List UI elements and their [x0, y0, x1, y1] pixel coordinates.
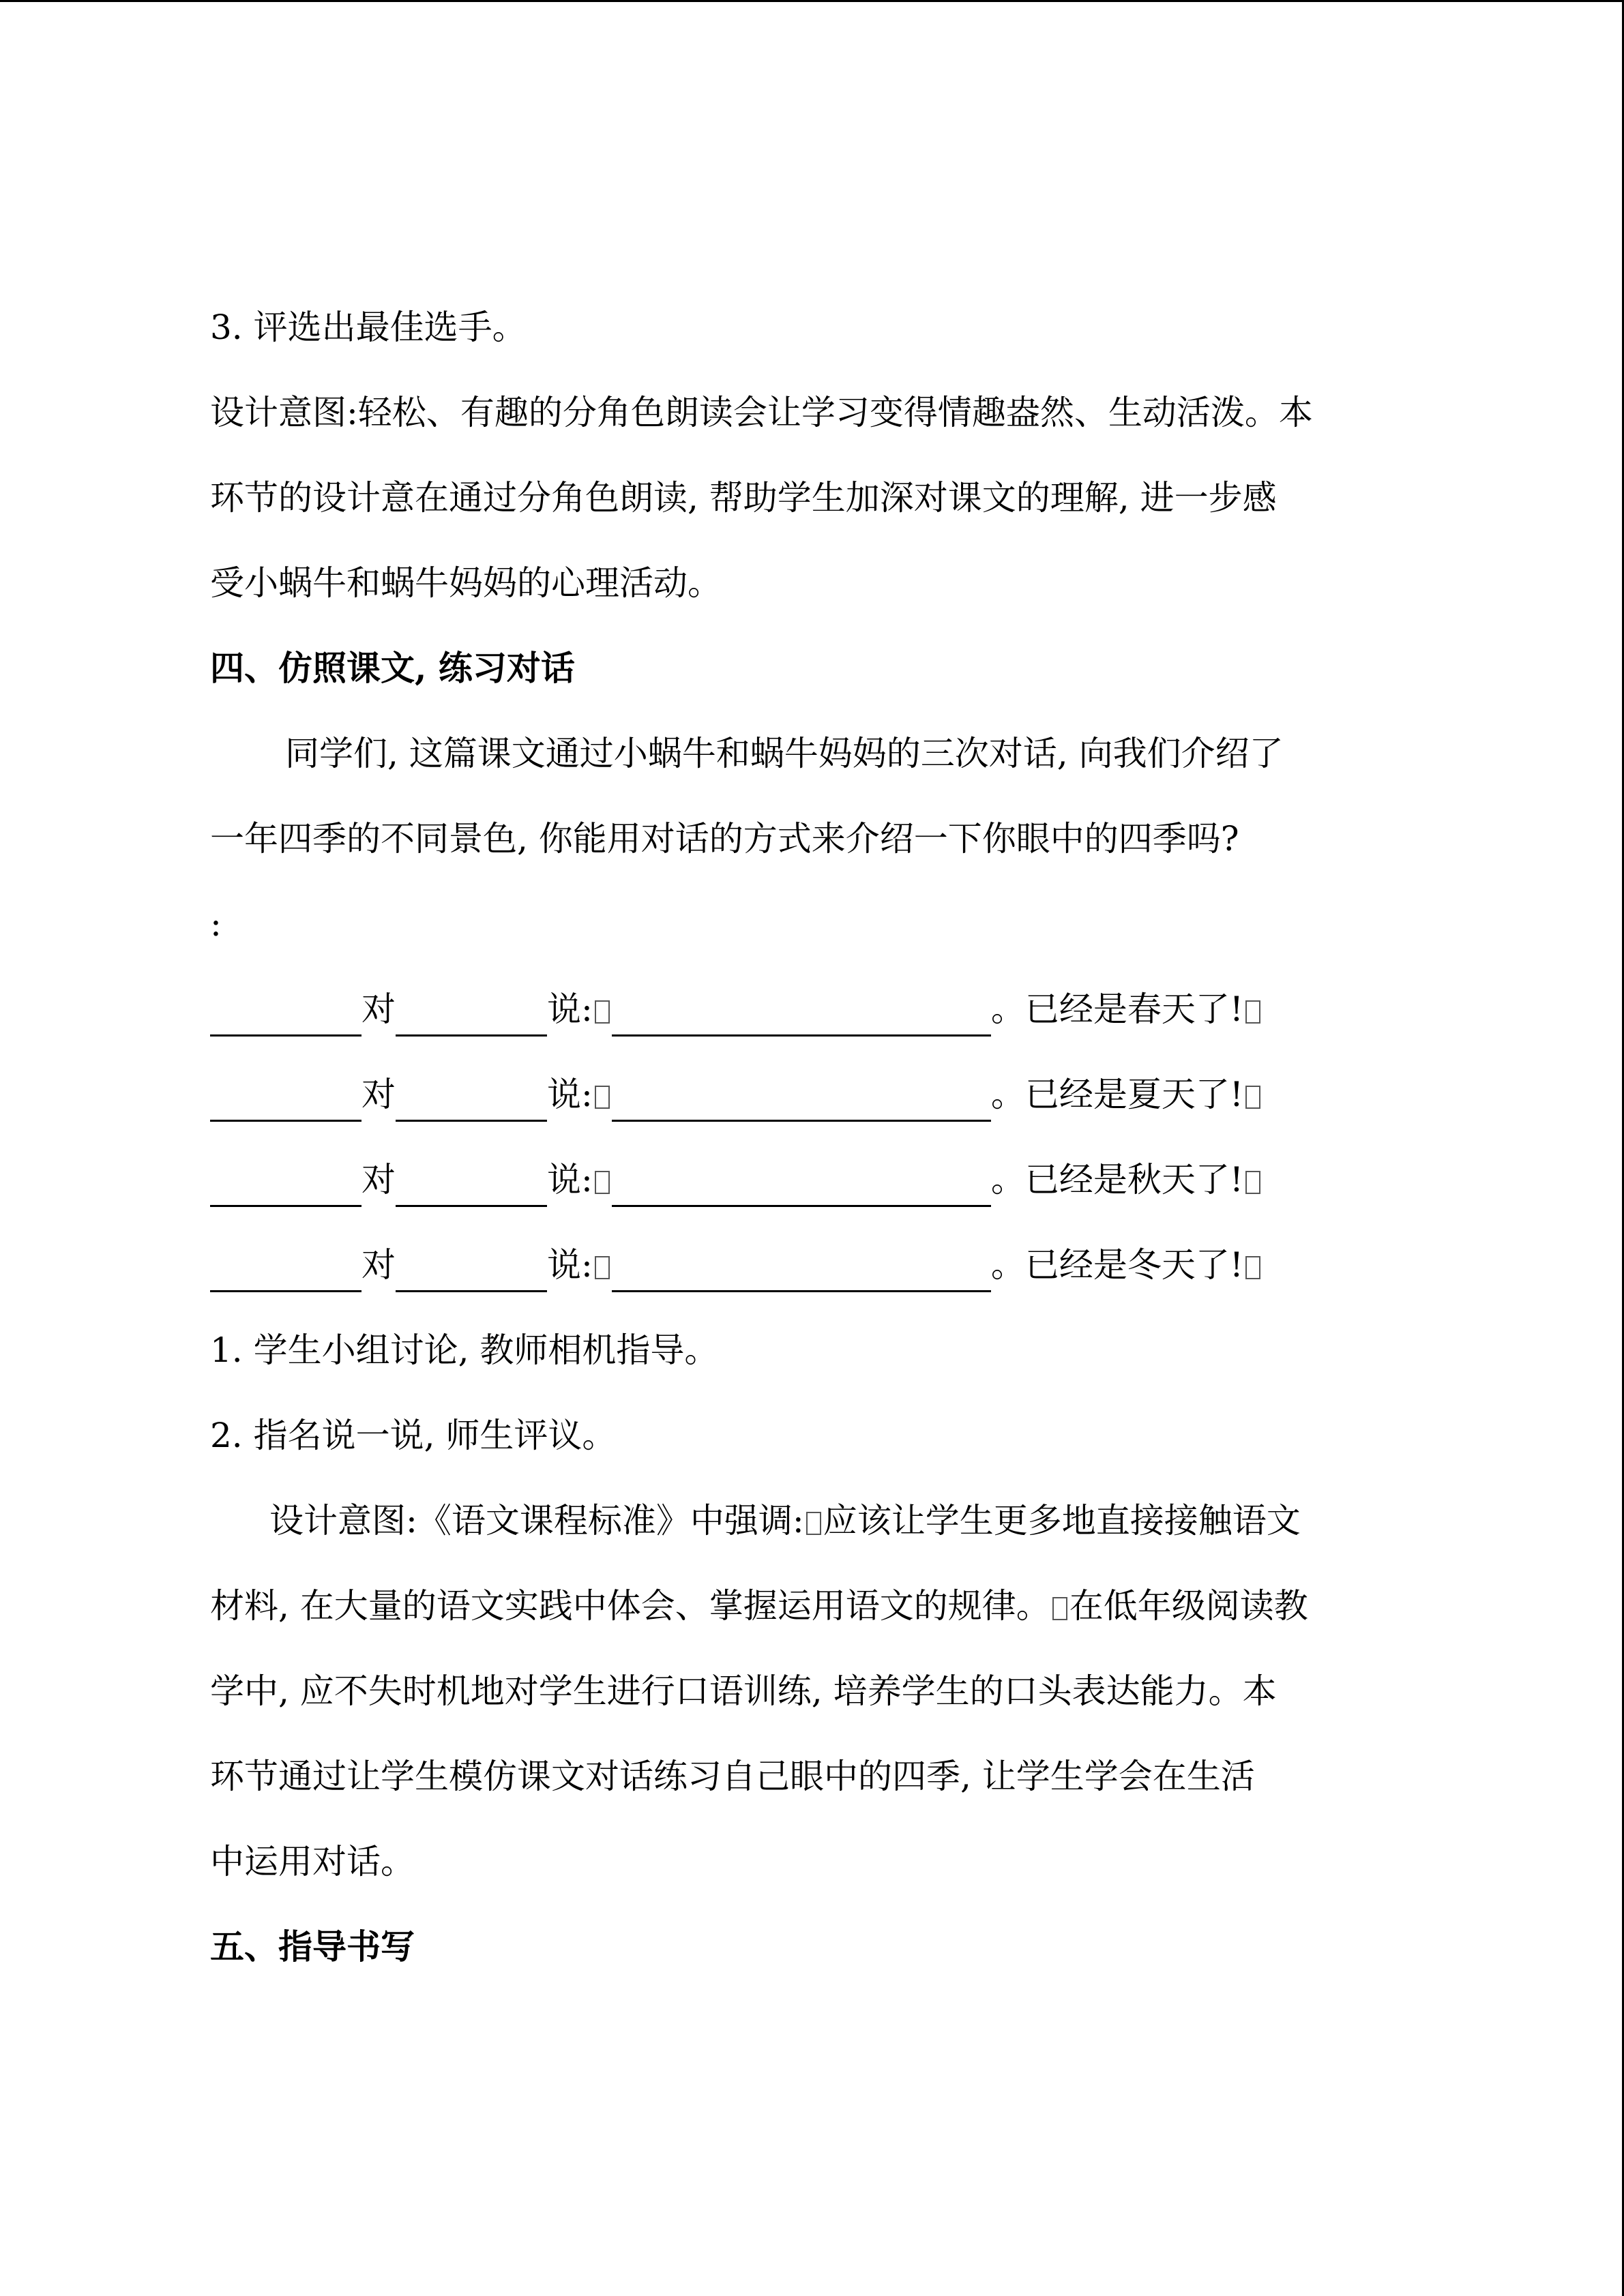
- missing-glyph-icon: [595, 1000, 610, 1024]
- blank-speaker[interactable]: [210, 1080, 361, 1122]
- season-ending: 。已经是夏天了!: [990, 1075, 1243, 1114]
- step-3-text: 3. 评选出最佳选手。: [210, 308, 527, 347]
- season-ending: 。已经是秋天了!: [990, 1160, 1243, 1199]
- design-intent-2-line-3: 学中, 应不失时机地对学生进行口语训练, 培养学生的口头表达能力。本: [210, 1671, 1277, 1711]
- design-intent-2-line-5: 中运用对话。: [210, 1842, 415, 1881]
- design-intent-line-2: 环节的设计意在通过分角色朗读, 帮助学生加深对课文的理解, 进一步感: [210, 478, 1277, 518]
- design-intent-line-3: 受小蜗牛和蜗牛妈妈的心理活动。: [210, 563, 722, 603]
- season-ending: 。已经是冬天了!: [990, 1245, 1243, 1285]
- page-border-top: [0, 0, 1624, 2]
- season-ending: 。已经是春天了!: [990, 989, 1243, 1029]
- fill-row-summer: [210, 1067, 1263, 1122]
- dui-label: 对: [361, 1075, 396, 1114]
- design-intent-2-part-d: 在低年级阅读教: [1069, 1586, 1308, 1626]
- missing-glyph-icon: [806, 1512, 821, 1535]
- blank-speaker[interactable]: [210, 1165, 361, 1207]
- blank-speaker[interactable]: [210, 1251, 361, 1292]
- blank-listener[interactable]: [396, 1165, 547, 1207]
- step-2-text: 2. 指名说一说, 师生评议。: [210, 1416, 617, 1455]
- missing-glyph-icon: [1052, 1597, 1067, 1620]
- shuo-label: 说:: [547, 989, 593, 1029]
- blank-content[interactable]: [612, 1080, 991, 1122]
- blank-content[interactable]: [612, 1165, 991, 1207]
- design-intent-2-line-4: 环节通过让学生模仿课文对话练习自己眼中的四季, 让学生学会在生活: [210, 1757, 1255, 1796]
- design-intent-2-part-a: 设计意图:《语文课程标准》中强调:: [269, 1501, 804, 1540]
- missing-glyph-icon: [595, 1171, 610, 1194]
- dui-label: 对: [361, 1160, 396, 1199]
- design-intent-line-1: 设计意图:轻松、有趣的分角色朗读会让学习变得情趣盎然、生动活泼。本: [210, 393, 1313, 432]
- fill-row-autumn: [210, 1152, 1263, 1207]
- section-4-para-line-1: 同学们, 这篇课文通过小蜗牛和蜗牛妈妈的三次对话, 向我们介绍了: [285, 734, 1284, 773]
- blank-speaker[interactable]: [210, 995, 361, 1037]
- design-intent-2-line-2: [210, 1579, 1308, 1633]
- blank-content[interactable]: [612, 1251, 991, 1292]
- blank-listener[interactable]: [396, 1080, 547, 1122]
- shuo-label: 说:: [547, 1160, 593, 1199]
- missing-glyph-icon: [595, 1256, 610, 1279]
- missing-glyph-icon: [1245, 1256, 1260, 1279]
- dui-label: 对: [361, 989, 396, 1029]
- step-1-text: 1. 学生小组讨论, 教师相机指导。: [210, 1330, 719, 1370]
- design-intent-2-line-1: [269, 1493, 1301, 1548]
- missing-glyph-icon: [1245, 1086, 1260, 1109]
- shuo-label: 说:: [547, 1245, 593, 1285]
- colon-line: :: [210, 904, 222, 944]
- section-4-heading: 四、仿照课文, 练习对话: [210, 648, 575, 688]
- design-intent-2-part-b: 应该让学生更多地直接接触语文: [823, 1501, 1301, 1540]
- missing-glyph-icon: [1245, 1171, 1260, 1194]
- design-intent-2-part-c: 材料, 在大量的语文实践中体会、掌握运用语文的规律。: [210, 1586, 1050, 1626]
- blank-content[interactable]: [612, 995, 991, 1037]
- fill-row-spring: [210, 982, 1263, 1037]
- dui-label: 对: [361, 1245, 396, 1285]
- section-4-para-line-2: 一年四季的不同景色, 你能用对话的方式来介绍一下你眼中的四季吗?: [210, 819, 1239, 859]
- section-5-heading: 五、指导书写: [210, 1926, 415, 1967]
- blank-listener[interactable]: [396, 1251, 547, 1292]
- missing-glyph-icon: [1245, 1000, 1260, 1024]
- shuo-label: 说:: [547, 1075, 593, 1114]
- missing-glyph-icon: [595, 1086, 610, 1109]
- blank-listener[interactable]: [396, 995, 547, 1037]
- fill-row-winter: [210, 1238, 1263, 1292]
